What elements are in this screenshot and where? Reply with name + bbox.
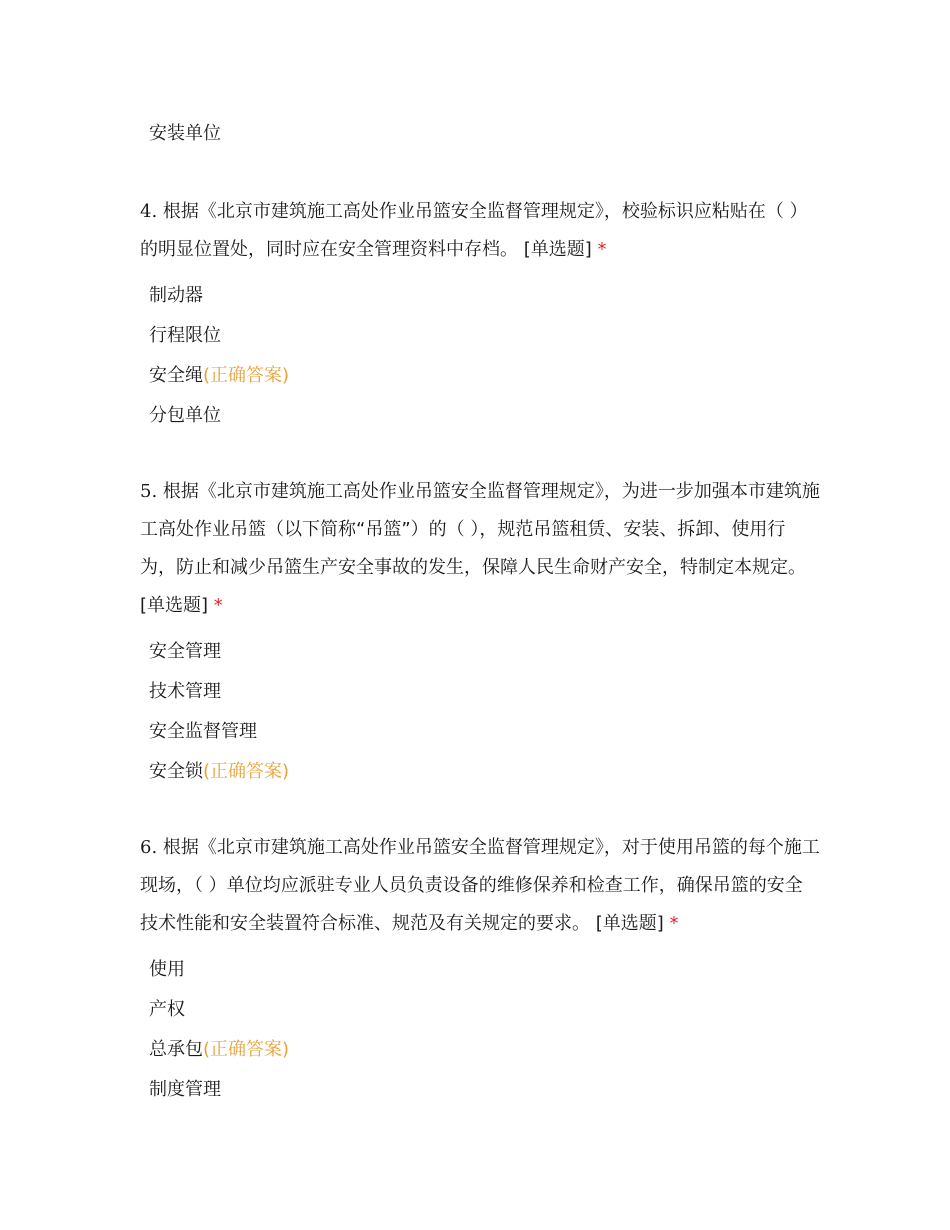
option-label: 分包单位 <box>149 405 221 426</box>
answer-option[interactable] <box>140 276 820 316</box>
answer-option[interactable] <box>140 672 820 712</box>
answer-option[interactable] <box>140 632 820 672</box>
option-label: 制动器 <box>149 285 203 306</box>
required-marker: * <box>669 913 679 934</box>
answer-option[interactable] <box>140 356 820 396</box>
question-body: 根据《北京市建筑施工高处作业吊篮安全监督管理规定》，为进一步加强本市建筑施工高处作业吊篮（以下简称“吊篮”）的（ ），规范吊篮租赁、安装、拆卸、使用行为，防止和减少吊篮生产安全事故的发生，保障人民生命财产安全，特制定本规定。 <box>140 481 820 578</box>
option-label: 安全监督管理 <box>149 721 257 742</box>
required-marker: * <box>597 239 607 260</box>
answer-option[interactable] <box>140 1070 820 1110</box>
answer-option[interactable] <box>140 316 820 356</box>
previous-question-tail <box>140 114 820 154</box>
question-body: 根据《北京市建筑施工高处作业吊篮安全监督管理规定》，校验标识应粘贴在（ ）的明显位置处，同时应在安全管理资料中存档。 <box>140 201 808 260</box>
answer-option[interactable] <box>140 114 820 154</box>
question-type: [单选题] <box>140 595 209 616</box>
option-label: 安全绳 <box>149 365 203 386</box>
question-6 <box>140 829 820 1110</box>
answer-option[interactable] <box>140 752 820 792</box>
required-marker: * <box>213 595 223 616</box>
option-label: 安全锁 <box>149 761 203 782</box>
option-label: 产权 <box>149 999 185 1020</box>
correct-answer-tag: (正确答案) <box>203 365 290 386</box>
question-number: 6. <box>140 837 158 858</box>
correct-answer-tag: (正确答案) <box>203 1039 290 1060</box>
option-label: 制度管理 <box>149 1079 221 1100</box>
option-label: 使用 <box>149 959 185 980</box>
option-label: 安全管理 <box>149 641 221 662</box>
answer-option[interactable] <box>140 712 820 752</box>
option-label: 安装单位 <box>149 123 221 144</box>
question-text <box>140 829 820 943</box>
correct-answer-tag: (正确答案) <box>203 761 290 782</box>
question-number: 5. <box>140 481 158 502</box>
question-body: 根据《北京市建筑施工高处作业吊篮安全监督管理规定》，对于使用吊篮的每个施工现场，（ ）单位均应派驻专业人员负责设备的维修保养和检查工作，确保吊篮的安全技术性能和安全装置符合标准、规范及有关规定的要求。 <box>140 837 820 934</box>
answer-option[interactable] <box>140 1030 820 1070</box>
question-text <box>140 193 820 269</box>
option-label: 行程限位 <box>149 325 221 346</box>
option-list <box>140 632 820 792</box>
option-label: 总承包 <box>149 1039 203 1060</box>
question-number: 4. <box>140 201 158 222</box>
answer-option[interactable] <box>140 950 820 990</box>
answer-option[interactable] <box>140 396 820 436</box>
option-list <box>140 276 820 436</box>
option-label: 技术管理 <box>149 681 221 702</box>
question-4 <box>140 193 820 436</box>
answer-option[interactable] <box>140 990 820 1030</box>
question-type: [单选题] <box>523 239 592 260</box>
question-5 <box>140 473 820 792</box>
question-type: [单选题] <box>595 913 664 934</box>
question-text <box>140 473 820 625</box>
option-list <box>140 950 820 1110</box>
